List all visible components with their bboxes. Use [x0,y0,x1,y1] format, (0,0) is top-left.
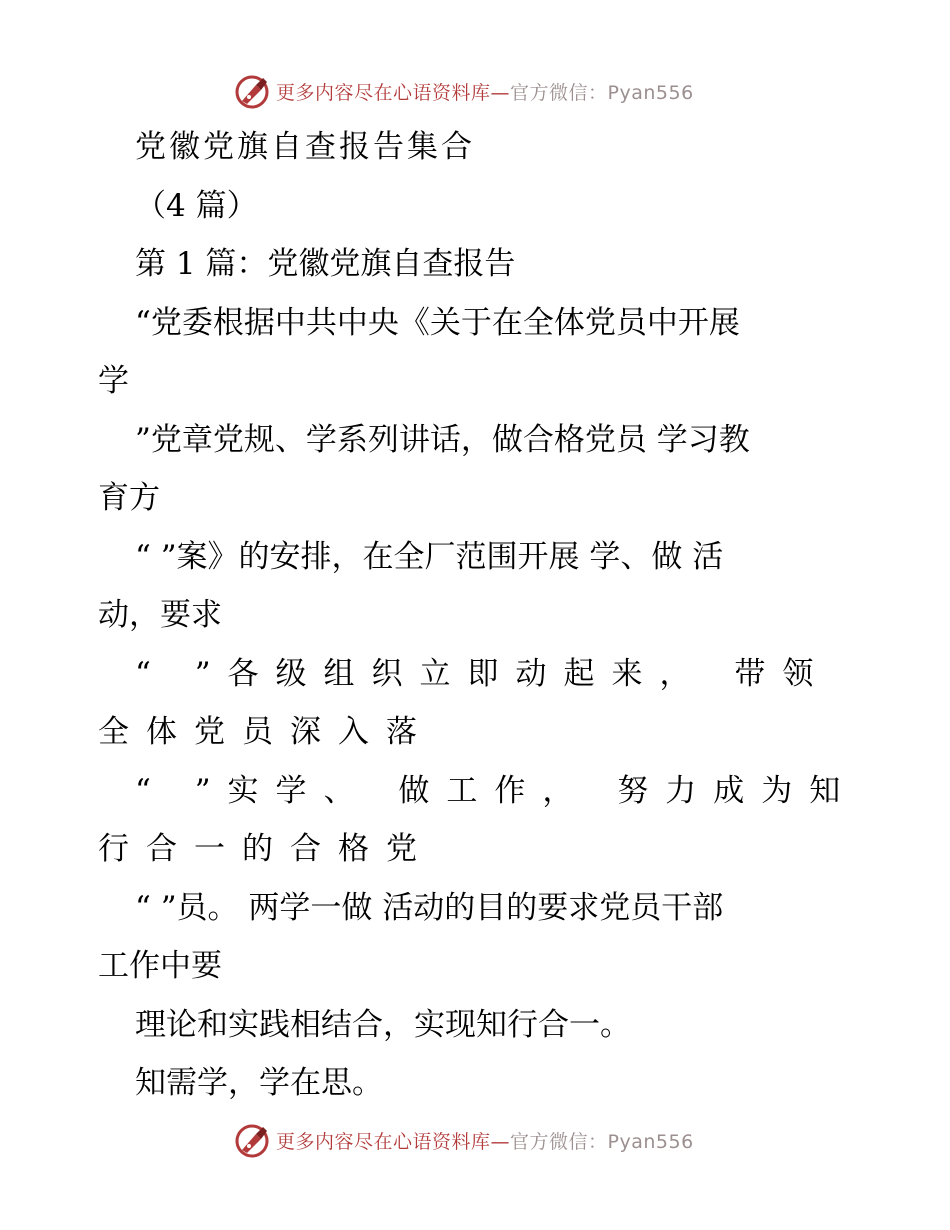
watermark-site: 更多内容尽在心语资料库— [276,1130,511,1153]
paragraph-line: “ ”实学、 做工作， 努力成为知 [135,773,858,809]
chapter-heading: 第 1 篇：党徽党旗自查报告 [135,246,516,282]
paragraph-line: 学 [98,363,129,399]
watermark-contact: 官方微信：Pyan556 [510,81,694,104]
paragraph-line: 理论和实践相结合，实现知行合一。 [135,1007,631,1043]
watermark-footer [232,1120,694,1160]
paragraph-line: 动，要求 [98,597,222,633]
paragraph-line: “ ”各级组织立即动起来， 带领 [135,656,831,692]
paragraph-line: 知需学，学在思。 [135,1065,383,1101]
watermark-site: 更多内容尽在心语资料库— [276,81,511,104]
paragraph-line: “ ”员。 两学一做 活动的目的要求党员干部 [135,890,724,926]
paragraph-line: 工作中要 [98,948,222,984]
watermark-header [232,71,694,111]
document-title: 党徽党旗自查报告集合 [135,129,475,165]
watermark-text [276,78,694,105]
paragraph-line: ”党章党规、学系列讲话，做合格党员 学习教 [135,422,750,458]
paragraph-line: 行合一的合格党 [98,831,434,867]
watermark-contact: 官方微信：Pyan556 [510,1130,694,1153]
document-count: （4 篇） [135,188,258,224]
paragraph-line: “ ”案》的安排，在全厂范围开展 学、做 活 [135,539,724,575]
paragraph-line: 全体党员深入落 [98,714,434,750]
pen-logo-icon [232,71,272,111]
paragraph-line: “党委根据中共中央《关于在全体党员中开展 [135,305,740,341]
watermark-text [276,1127,694,1154]
pen-logo-icon [232,1120,272,1160]
paragraph-line: 育方 [98,480,160,516]
